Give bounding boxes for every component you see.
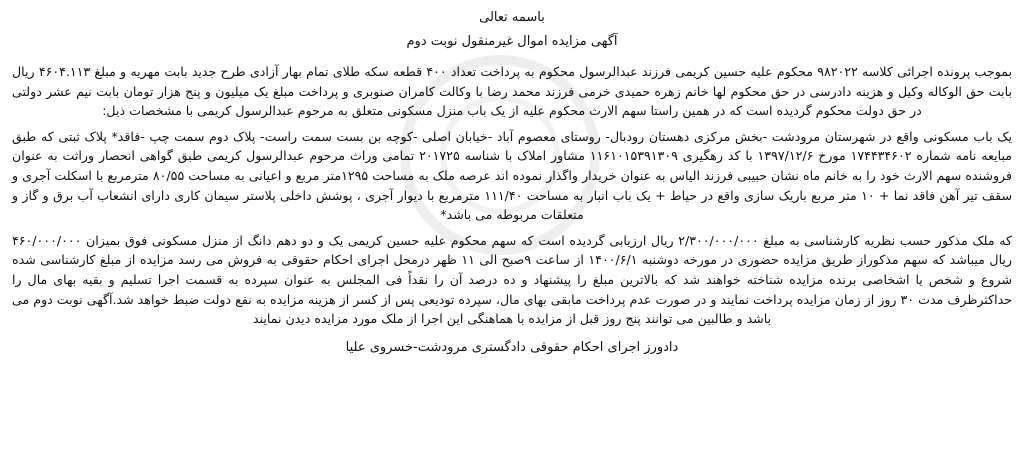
paragraph-auction-terms: که ملک مذکور حسب نظریه کارشناسی به مبلغ ۲/۳۰۰/۰۰۰/۰۰۰ ریال ارزیابی گردیده است که سهم محکوم علیه حسین کریمی یک و دو دهم دانگ از منزل مسکونی فوق بمیزان ۴۶۰/۰۰۰/۰۰۰ ریال میباشد که سهم مذکوراز طریق مزایده حضوری در مورخه دوشنبه ۱۴۰۰/۶/۱ از ساعت ۹صبح الی ۱۱ ظهر درمحل اجرای احکام حقوقی به فروش می رسد مزایده از مبلغ کارشناسی شده شروع و شخص یا اشخاصی برنده مزایده شناخته خواهند شد که بالاترین مبلغ را پیشنهاد و ده درصد آن را نقداً فی المجلس به عنوان سپرده به قسمت اجرا تسلیم و بقیه بهای مال را حداکثرظرف مدت ۳۰ روز از زمان مزایده پرداخت نمایند و در صورت عدم پرداخت مابقی بهای مال، سپرده تودیعی پس از کسر از هزینه مزایده به نفع دولت ضبط خواهد شد.آگهی نوبت دوم می باشد و طالبین می توانند پنج روز قبل از مزایده با هماهنگی این اجرا از ملک مورد مزایده دیدن نمایند (12, 232, 1012, 327)
invocation-heading: باسمه تعالی (479, 10, 545, 25)
paragraph-case-details: بموجب پرونده اجرائی کلاسه ۹۸۲۰۲۲ محکوم علیه حسین کریمی فرزند عبدالرسول محکوم به پرداخت تعداد ۴۰۰ قطعه سکه طلای تمام بهار آزادی طرح جدید بابت مهریه و مبلغ ۴۶۰۴.۱۱۳ ریال بابت حق الوکاله وکیل و هزینه دادرسی در حق محکوم لها خانم زهره حمیدی خرمی فرزند محمد رضا با وکالت کامران صنوبری و پرداخت مبلغ یک میلیون و پنج هزار تومان بابت نیم عشر دولتی در حق دولت محکوم گردیده است که در همین راستا سهم الارث محکوم علیه از یک باب منزل مسکونی متعلق به مرحوم عبدالرسول کریمی با مشخصات ذیل: (12, 64, 1012, 119)
signature-line: دادورز اجرای احکام حقوقی دادگستری مرودشت-خسروی علیا (345, 339, 679, 355)
paragraph-property-description: یک باب مسکونی واقع در شهرستان مرودشت -بخش مرکزی دهستان رودبال- روستای معصوم آباد -خیابان اصلی -کوچه بن بست سمت راست- پلاک دوم سمت چپ -فاقد* پلاک ثبتی که طبق مبایعه نامه شماره ۱۷۴۴۳۴۶۰۲ مورخ ۱۳۹۷/۱۲/۶ با کد رهگیری ۱۱۶۱۰۱۵۳۹۱۳۰۹ مشاور املاک با شناسه ۲۰۱۷۲۵ تمامی وراث مرحوم عبدالرسول کریمی طبق گواهی انحصار وراثت به عنوان فروشنده سهم الارث خود را به خانم ماه نشان حبیبی فرزند الیاس به عنوان خریدار واگذار نموده اند عرصه ملک به مساحت ۱۲۹۵متر مربع و اعیانی به مساحت ۸۰/۵۵ مترمربع با اسکلت آجری و سقف تیر آهن فاقد نما + ۱۰ متر مربع باریک سازی واقع در حیاط + یک باب انبار به مساحت ۱۱۱/۴۰ مترمربع با دیوار آجری ، پوشش داخلی پلاستر سیمان کاری دارای انشعاب آب برق و گاز و متعلقات مربوطه می باشد* (12, 128, 1012, 223)
notice-title: آگهی مزایده اموال غیرمنقول نوبت دوم (406, 34, 618, 49)
notice-content (12, 6, 1012, 359)
